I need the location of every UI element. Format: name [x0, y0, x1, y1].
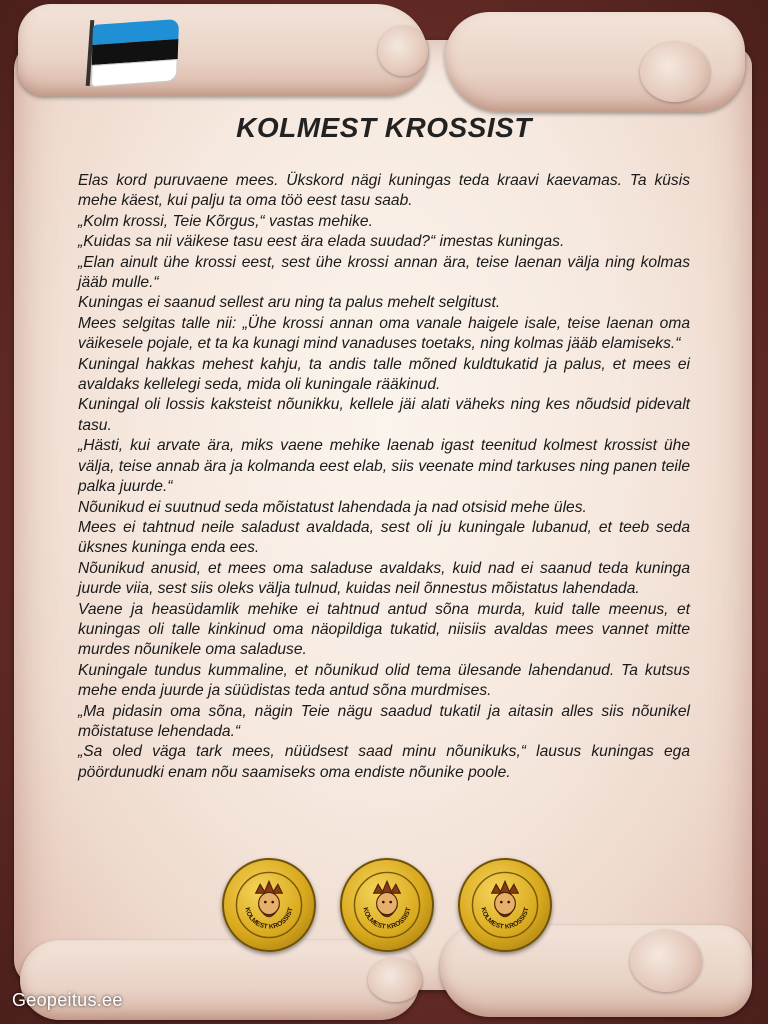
svg-text:KOLMEST KROSSIST: KOLMEST KROSSIST — [361, 906, 413, 931]
king-coin-icon — [458, 858, 552, 952]
story-line: Kuningal hakkas mehest kahju, ta andis talle mõned kuldtukatid ja palus, et mees ei avaldaks kellelegi seda, mida oli kuningale rääkinud. — [78, 355, 690, 394]
svg-text:KOLMEST KROSSIST: KOLMEST KROSSIST — [479, 906, 531, 931]
story-line: „Hästi, kui arvate ära, miks vaene mehike laenab igast teenitud kolmest krossist ühe välja, teise annab ära ja kolmanda eest elab, siis veenate mind tarkuses ning panen teile palka juurde.“ — [78, 437, 690, 496]
story-line: „Sa oled väga tark mees, nüüdsest saad minu nõunikuks,“ lausus kuningas ega pöördunudki enam nõu saamiseks oma endiste nõunike poole. — [78, 743, 690, 781]
story-line: Nõunikud anusid, et mees oma saladuse avaldaks, kuid nad ei saanud teda kuninga juurde viia, sest siis oleks välja tulnud, kuidas neil õnnestus mõistatus lahendada. — [78, 559, 690, 598]
story-line: „Kuidas sa nii väikese tasu eest ära elada suudad?“ imestas kuningas. — [78, 233, 565, 251]
scroll-roll — [368, 958, 422, 1002]
story-line: Mees selgitas talle nii: „Ühe krossi annan oma vanale haigele isale, teise laenan oma väikesele pojale, et ta ka kunagi mind vanaduses toetaks, ning kolmas jääb elamiseks.“ — [78, 314, 690, 353]
story-line: „Kolm krossi, Teie Kõrgus,“ vastas mehike. — [78, 212, 373, 230]
story-text — [78, 171, 690, 783]
story-line: Nõunikud ei suutnud seda mõistatust lahendada ja nad otsisid mehe üles. — [78, 498, 587, 516]
story-line: Mees ei tahtnud neile saladust avaldada, sest oli ju kuningale lubanud, et teeb seda üksnes kuninga enda ees. — [78, 518, 690, 557]
scroll-roll — [640, 42, 710, 102]
scroll-curl-top-left — [18, 4, 428, 96]
story-line: Kuningale tundus kummaline, et nõunikud olid tema ülesande lahendanud. Ta kutsus mehe enda juurde ja süüdistas teda antud sõna murdmises. — [78, 661, 690, 700]
sign-title: KOLMEST KROSSIST — [236, 112, 532, 143]
king-coin-icon — [222, 858, 316, 952]
svg-text:KOLMEST KROSSIST: KOLMEST KROSSIST — [243, 906, 295, 931]
scroll-roll — [378, 26, 428, 76]
scroll-roll — [630, 930, 702, 992]
king-coin-icon — [340, 858, 434, 952]
story-line: „Ma pidasin oma sõna, nägin Teie nägu saadud tukatil ja aitasin alles siis nõunikel mõistatuse lehendada.“ — [78, 702, 690, 740]
estonian-flag-icon — [91, 19, 179, 87]
site-watermark: Geopeitus.ee — [12, 990, 123, 1010]
king-coin-face — [232, 868, 306, 942]
story-line: Vaene ja heasüdamlik mehike ei tahtnud antud sõna murda, kuid talle meenus, et kuningas oli talle kinkinud oma näopildiga tukatid, niisiis avaldas mees vannet mitte murdes nõunikele oma saladuse. — [78, 600, 690, 659]
king-coin-face — [468, 868, 542, 942]
story-line: Kuningal oli lossis kaksteist nõunikku, kellele jäi alati väheks ning kes nõudsid pidevalt tasu. — [78, 396, 690, 434]
story-line: „Elan ainult ühe krossi eest, sest ühe krossi annan ära, teise laenan välja ning kolmas jääb mulle.“ — [78, 253, 690, 292]
coin-row — [222, 858, 552, 950]
story-line: Kuningas ei saanud sellest aru ning ta palus mehelt selgitust. — [78, 294, 501, 312]
king-coin-face — [350, 868, 424, 942]
story-line: Elas kord puruvaene mees. Ükskord nägi kuningas teda kraavi kaevamas. Ta küsis mehe käest, kui palju ta oma töö eest tasu saab. — [78, 172, 690, 210]
